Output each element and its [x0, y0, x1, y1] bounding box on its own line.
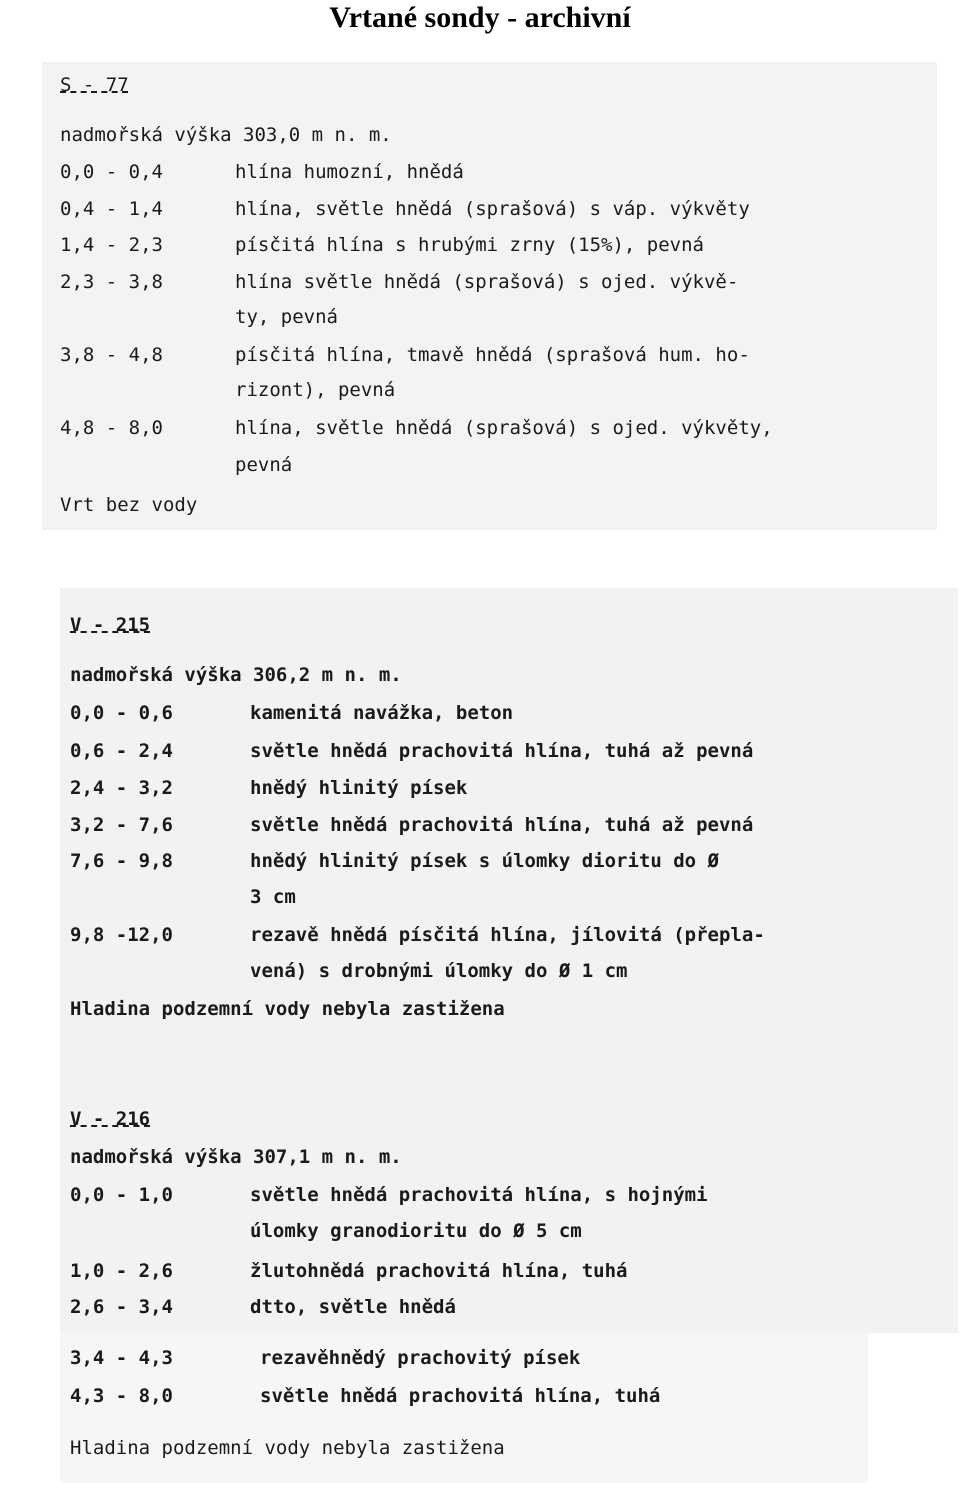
- layer-description: rezavě hnědá písčitá hlína, jílovitá (přepla-: [250, 924, 765, 946]
- layer-depth: 4,8 - 8,0: [60, 417, 163, 439]
- layer-description: hnědý hlinitý písek: [250, 777, 468, 799]
- layer-depth: 9,8 -12,0: [70, 924, 173, 946]
- layer-description: vená) s drobnými úlomky do Ø 1 cm: [250, 960, 628, 982]
- layer-description: 3 cm: [250, 886, 296, 908]
- layer-description: hlína humozní, hnědá: [235, 161, 464, 183]
- altitude-line: nadmořská výška 306,2 m n. m.: [70, 664, 402, 686]
- scan-panel-v215: [60, 588, 958, 1333]
- page-title: Vrtané sondy - archivní: [329, 1, 631, 34]
- layer-description: hlína, světle hnědá (sprašová) s ojed. výkvěty,: [235, 417, 773, 439]
- layer-description: světle hnědá prachovitá hlína, s hojnými: [250, 1184, 708, 1206]
- layer-depth: 2,6 - 3,4: [70, 1296, 173, 1318]
- layer-depth: 0,0 - 0,6: [70, 702, 173, 724]
- scan-panel-v216-continued: [60, 1333, 868, 1483]
- layer-description: pevná: [235, 454, 293, 476]
- groundwater-note: Vrt bez vody: [60, 494, 198, 516]
- layer-depth: 3,8 - 4,8: [60, 344, 163, 366]
- altitude-line: nadmořská výška 303,0 m n. m.: [60, 124, 392, 146]
- borehole-heading: V - 215: [70, 614, 151, 636]
- layer-description: ty, pevná: [235, 306, 338, 328]
- layer-description: úlomky granodioritu do Ø 5 cm: [250, 1220, 582, 1242]
- layer-depth: 4,3 - 8,0: [70, 1385, 173, 1407]
- layer-description: světle hnědá prachovitá hlína, tuhá až pevná: [250, 740, 754, 762]
- layer-depth: 0,0 - 0,4: [60, 161, 163, 183]
- layer-description: rezavěhnědý prachovitý písek: [260, 1347, 581, 1369]
- layer-description: dtto, světle hnědá: [250, 1296, 456, 1318]
- layer-depth: 3,4 - 4,3: [70, 1347, 173, 1369]
- layer-description: rizont), pevná: [235, 379, 396, 401]
- layer-description: kamenitá navážka, beton: [250, 702, 514, 724]
- layer-description: světle hnědá prachovitá hlína, tuhá až pevná: [250, 814, 754, 836]
- borehole-heading: V - 216: [70, 1108, 151, 1130]
- borehole-heading: S - 77: [60, 74, 129, 96]
- layer-description: hnědý hlinitý písek s úlomky dioritu do Ø: [250, 850, 719, 872]
- layer-depth: 0,0 - 1,0: [70, 1184, 173, 1206]
- layer-description: hlína, světle hnědá (sprašová) s váp. výkvěty: [235, 198, 750, 220]
- groundwater-note: Hladina podzemní vody nebyla zastižena: [70, 998, 505, 1020]
- altitude-line: nadmořská výška 307,1 m n. m.: [70, 1146, 402, 1168]
- layer-description: světle hnědá prachovitá hlína, tuhá: [260, 1385, 661, 1407]
- layer-depth: 2,3 - 3,8: [60, 271, 163, 293]
- layer-depth: 0,4 - 1,4: [60, 198, 163, 220]
- groundwater-note: Hladina podzemní vody nebyla zastižena: [70, 1437, 505, 1459]
- layer-description: písčitá hlína, tmavě hnědá (sprašová hum. ho-: [235, 344, 750, 366]
- layer-depth: 0,6 - 2,4: [70, 740, 173, 762]
- scan-panel-s77: [42, 62, 937, 530]
- layer-depth: 7,6 - 9,8: [70, 850, 173, 872]
- layer-depth: 3,2 - 7,6: [70, 814, 173, 836]
- layer-description: žlutohnědá prachovitá hlína, tuhá: [250, 1260, 628, 1282]
- layer-depth: 1,0 - 2,6: [70, 1260, 173, 1282]
- layer-depth: 1,4 - 2,3: [60, 234, 163, 256]
- layer-depth: 2,4 - 3,2: [70, 777, 173, 799]
- layer-description: hlína světle hnědá (sprašová) s ojed. výkvě-: [235, 271, 739, 293]
- layer-description: písčitá hlína s hrubými zrny (15%), pevná: [235, 234, 704, 256]
